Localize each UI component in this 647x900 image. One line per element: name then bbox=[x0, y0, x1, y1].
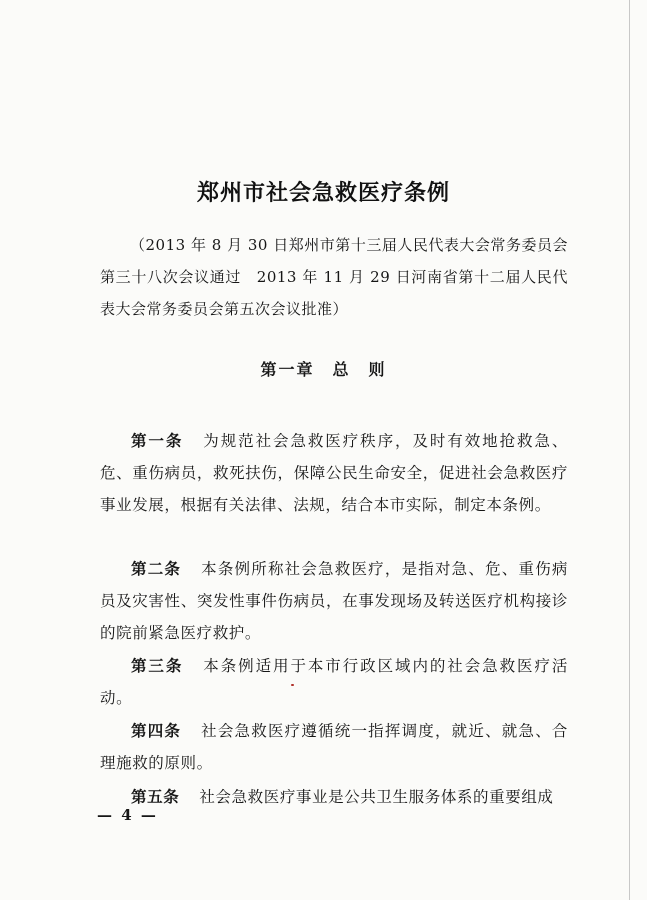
chapter-name: 总 则 bbox=[332, 360, 387, 379]
chapter-heading bbox=[0, 357, 647, 380]
article-text: 本条例所称社会急救医疗，是指对急、危、重伤病员及灾害性、突发性事件伤病员，在事发现场及转送医疗机构接诊的院前紧急医疗救护。 bbox=[100, 560, 569, 642]
document-title: 郑州市社会急救医疗条例 bbox=[196, 180, 450, 206]
article-label: 第四条 bbox=[131, 722, 182, 740]
article-2 bbox=[100, 553, 568, 649]
page-edge-line bbox=[629, 0, 630, 900]
article-label: 第三条 bbox=[131, 657, 184, 675]
chapter-number: 第一章 bbox=[260, 360, 315, 379]
article-text: 为规范社会急救医疗秩序，及时有效地抢救急、危、重伤病员，救死扶伤，保障公民生命安全，促进社会急救医疗事业发展，根据有关法律、法规，结合本市实际，制定本条例。 bbox=[100, 432, 568, 514]
ink-speck bbox=[291, 684, 294, 686]
article-4 bbox=[100, 715, 568, 779]
article-text: 社会急救医疗事业是公共卫生服务体系的重要组成 bbox=[199, 788, 554, 806]
article-text: 社会急救医疗遵循统一指挥调度，就近、就急、合理施救的原则。 bbox=[100, 722, 569, 772]
article-text: 本条例适用于本市行政区域内的社会急救医疗活动。 bbox=[100, 657, 568, 707]
article-label: 第一条 bbox=[131, 432, 184, 450]
article-label: 第二条 bbox=[131, 560, 182, 578]
article-label: 第五条 bbox=[131, 788, 180, 806]
article-3 bbox=[100, 650, 568, 714]
article-5 bbox=[100, 781, 568, 813]
article-1 bbox=[100, 425, 568, 521]
document-preamble: （2013 年 8 月 30 日郑州市第十三届人民代表大会常务委员会第三十八次会议通过 2013 年 11 月 29 日河南省第十二届人民代表大会常务委员会第五次会议批准） bbox=[100, 236, 568, 318]
page-number: — 4 — bbox=[97, 806, 158, 824]
